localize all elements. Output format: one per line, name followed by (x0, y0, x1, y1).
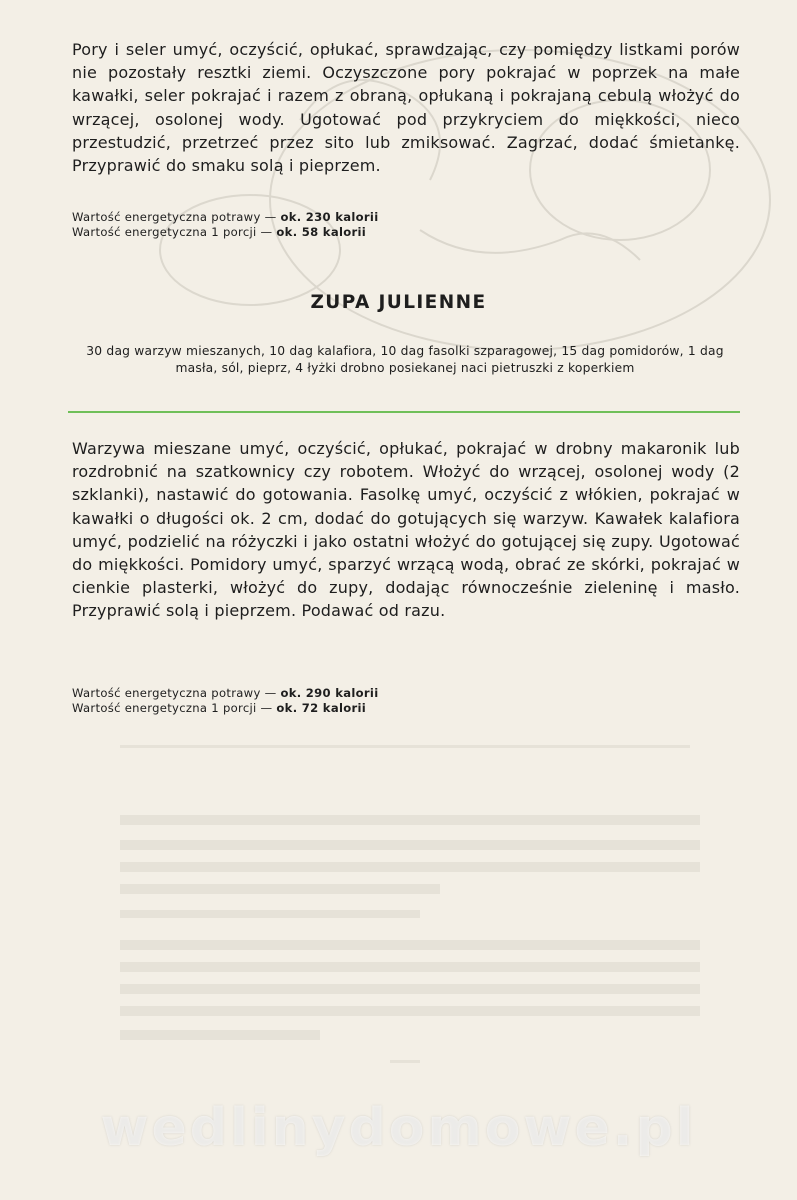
ingredients-list: 30 dag warzyw mieszanych, 10 dag kalafiora, 10 dag fasolki szparagowej, 15 dag pomidorów, 1 dag masła, sól, pieprz, 4 łyżki drobno posiekanej naci pietruszki z koperkiem (86, 344, 724, 375)
energy-portion-value: ok. 58 kalorii (276, 225, 367, 239)
energy-dish-label: Wartość energetyczna potrawy — (72, 210, 281, 224)
energy-portion-value: ok. 72 kalorii (276, 701, 367, 715)
section-divider (68, 411, 740, 413)
energy-dish-value: ok. 230 kalorii (280, 210, 379, 224)
energy-dish-label: Wartość energetyczna potrawy — (72, 686, 281, 700)
energy-dish-value: ok. 290 kalorii (280, 686, 379, 700)
energy-value-block-2 (72, 686, 672, 716)
recipe-title: ZUPA JULIENNE (310, 292, 487, 313)
energy-portion-label: Wartość energetyczna 1 porcji — (72, 225, 277, 239)
intro-paragraph: Pory i seler umyć, oczyścić, opłukać, sprawdzając, czy pomiędzy listkami porów nie pozostały resztki ziemi. Oczyszczone pory pokrajać w poprzek na małe kawałki, seler pokrajać i razem z obraną, opłukaną i pokrajaną cebulą włożyć do wrzącej, osolonej wody. Ugotować pod przykryciem do miękkości, nieco przestudzić, przetrzeć przez sito lub zmiksować. Zagrzać, dodać śmietankę. Przyprawić do smaku solą i pieprzem. (72, 40, 740, 176)
watermark: wedlinydomowe.pl (100, 1098, 697, 1158)
method-paragraph: Warzywa mieszane umyć, oczyścić, opłukać, pokrajać w drobny makaronik lub rozdrobnić na szatkownicy czy robotem. Włożyć do wrzącej, osolonej wody (2 szklanki), nastawić do gotowania. Fasolkę umyć, oczyścić z włókien, pokrajać w kawałki o długości ok. 2 cm, dodać do gotujących się warzyw. Kawałek kalafiora umyć, podzielić na różyczki i jako ostatni włożyć do gotującej się zupy. Ugotować do miękkości. Pomidory umyć, sparzyć wrzącą wodą, obrać ze skórki, pokrajać w cienkie plasterki, włożyć do zupy, dodając równocześnie zieleninę i masło. Przyprawić solą i pieprzem. Podawać od razu. (72, 439, 740, 621)
energy-portion-label: Wartość energetyczna 1 porcji — (72, 701, 277, 715)
energy-value-block-1 (72, 210, 672, 240)
